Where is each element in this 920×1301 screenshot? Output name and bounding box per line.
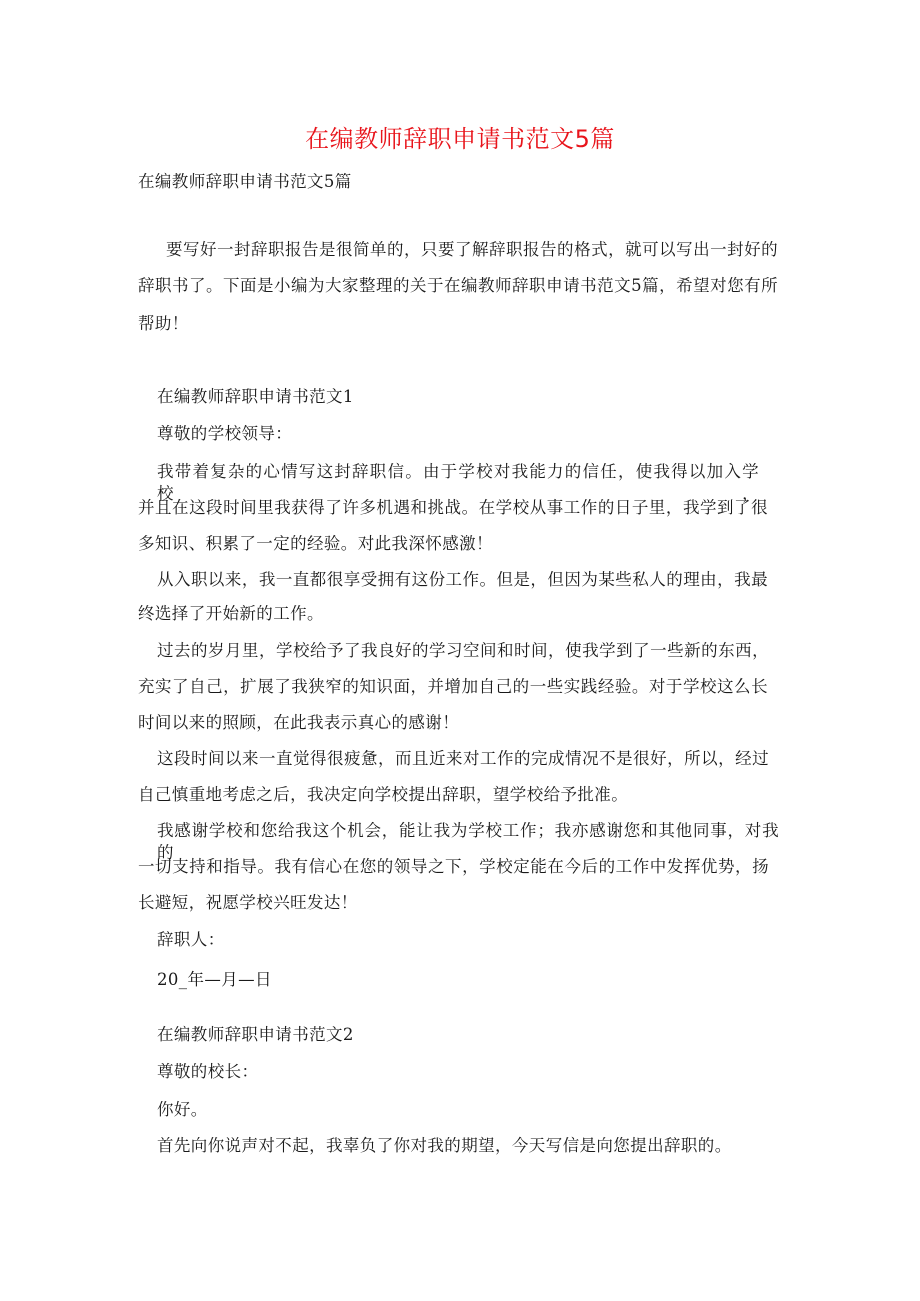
document-title: 在编教师辞职申请书范文5篇 bbox=[305, 125, 615, 153]
sample1-p3-line-3: 时间以来的照顾，在此我表示真心的感谢！ bbox=[138, 713, 460, 732]
sample1-p2-line-1: 从入职以来，我一直都很享受拥有这份工作。但是，但因为某些私人的理由，我最 bbox=[157, 570, 768, 589]
sample1-p3-line-1: 过去的岁月里，学校给予了我良好的学习空间和时间，使我学到了一些新的东西， bbox=[157, 641, 769, 660]
sample1-p1-line-1: 我带着复杂的心情写这封辞职信。由于学校对我能力的信任，使我得以加入学校， bbox=[157, 462, 759, 503]
intro-line-2: 辞职书了。下面是小编为大家整理的关于在编教师辞职申请书范文5篇，希望对您有所 bbox=[138, 276, 778, 295]
sample1-p5-line-2: 一切支持和指导。我有信心在您的领导之下，学校定能在今后的工作中发挥优势，扬 bbox=[138, 857, 769, 876]
sample1-p1-line-3: 多知识、积累了一定的经验。对此我深怀感激！ bbox=[138, 534, 493, 553]
intro-line-3: 帮助！ bbox=[138, 314, 189, 333]
sample1-p5-line-1: 我感谢学校和您给我这个机会，能让我为学校工作；我亦感谢您和其他同事，对我的 bbox=[157, 821, 779, 862]
sample1-p5-line-3: 长避短，祝愿学校兴旺发达！ bbox=[138, 893, 358, 912]
sample2-first-line: 首先向你说声对不起，我辜负了你对我的期望，今天写信是向您提出辞职的。 bbox=[157, 1136, 732, 1155]
sample1-p3-line-2: 充实了自己，扩展了我狭窄的知识面，并增加自己的一些实践经验。对于学校这么长 bbox=[138, 677, 768, 696]
sample2-heading: 在编教师辞职申请书范文2 bbox=[157, 1025, 354, 1044]
sample1-p1-line-2: 并且在这段时间里我获得了许多机遇和挑战。在学校从事工作的日子里，我学到了很 bbox=[138, 498, 768, 517]
sample1-date: 20_年—月—日 bbox=[157, 970, 272, 989]
document-subtitle: 在编教师辞职申请书范文5篇 bbox=[138, 172, 352, 191]
sample2-greeting: 你好。 bbox=[157, 1100, 208, 1119]
sample1-salutation: 尊敬的学校领导： bbox=[157, 424, 293, 443]
sample2-salutation: 尊敬的校长： bbox=[157, 1062, 259, 1081]
sample1-heading: 在编教师辞职申请书范文1 bbox=[157, 387, 354, 406]
intro-line-1: 要写好一封辞职报告是很简单的，只要了解辞职报告的格式，就可以写出一封好的 bbox=[166, 240, 778, 259]
sample1-signature: 辞职人： bbox=[157, 930, 225, 949]
sample1-p4-line-1: 这段时间以来一直觉得很疲惫，而且近来对工作的完成情况不是很好，所以，经过 bbox=[157, 749, 769, 768]
sample1-p4-line-2: 自己慎重地考虑之后，我决定向学校提出辞职，望学校给予批准。 bbox=[138, 785, 629, 804]
sample1-p2-line-2: 终选择了开始新的工作。 bbox=[138, 604, 324, 623]
